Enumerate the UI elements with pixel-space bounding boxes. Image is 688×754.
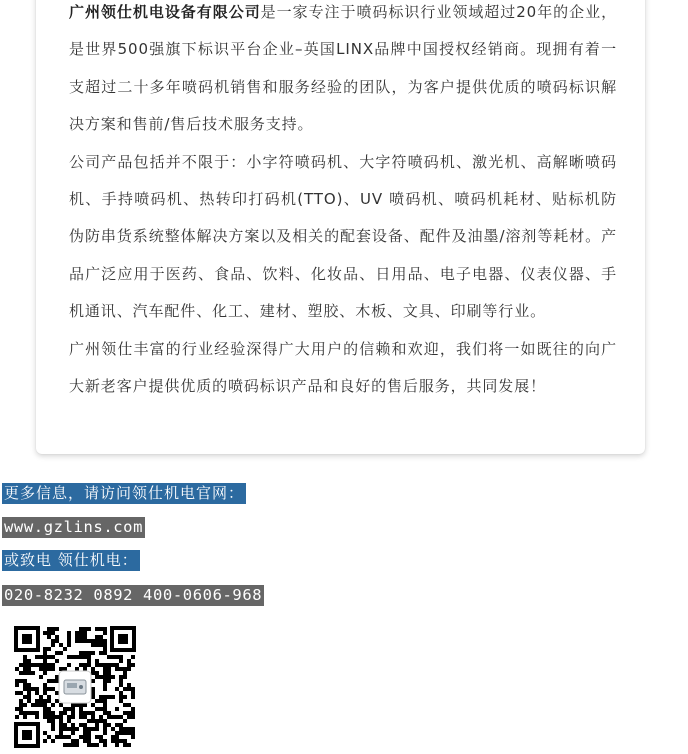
visit-website-label: 更多信息，请访问领仕机电官网： xyxy=(4,484,245,502)
call-label: 或致电 领仕机电： xyxy=(4,551,138,569)
intro-paragraph-3: 广州领仕丰富的行业经验深得广大用户的信赖和欢迎，我们将一如既往的向广大新老客户提供优质的喷码标识产品和良好的售后服务，共同发展！ xyxy=(69,339,617,396)
intro-paragraph-2: 公司产品包括并不限于：小字符喷码机、大字符喷码机、激光机、高解晰喷码机、手持喷码机、热转印打码机(TTO)、UV 喷码机、喷码机耗材、贴标机防伪防串货系统整体解决方案以及相关的配套设备、配件及油墨/溶剂等耗材。产品广泛应用于医药、食品、饮料、化妆品、日用品、电子电器、仪表仪器、手机通讯、汽车配件、化工、建材、塑胶、木板、文具、印刷等行业。 xyxy=(69,152,617,321)
qr-code-icon xyxy=(12,624,138,750)
qr-logo-icon xyxy=(64,680,86,694)
phone-numbers[interactable]: 020-8232 0892 400-0606-968 xyxy=(4,586,263,604)
intro-text xyxy=(69,0,617,405)
company-name: 广州领仕机电设备有限公司 xyxy=(69,3,261,21)
intro-paragraph-1-text: 是一家专注于喷码标识行业领域超过20年的企业，是世界500强旗下标识平台企业–英国LINX品牌中国授权经销商。现拥有着一支超过二十多年喷码机销售和服务经验的团队，为客户提供优质的喷码标识解决方案和售前/售后技术服务支持。 xyxy=(69,3,617,134)
website-link[interactable]: www.gzlins.com xyxy=(4,518,144,536)
intro-paragraph-1 xyxy=(69,0,617,144)
